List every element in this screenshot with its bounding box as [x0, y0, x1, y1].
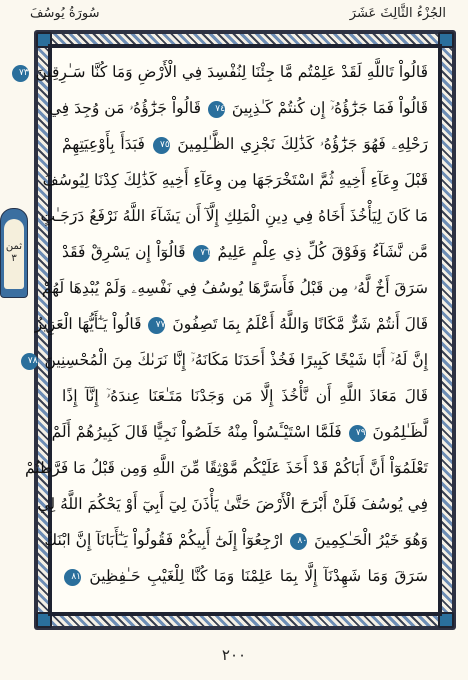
verse-line: [41, 270, 428, 306]
ayah-number-marker: ٨٠: [290, 533, 307, 550]
verse-text: قَالُواْ يَـٰٓأَيُّهَا الْعَزِيزُ: [34, 315, 142, 333]
verse-line: [24, 450, 428, 486]
verse-line: [42, 162, 428, 198]
page-header: [0, 4, 468, 26]
verse-text: فَلَمَّا اسْتَيْـَٔسُواْ مِنْهُ خَلَصُواْ نَجِيًّا قَالَ كَبِيرُهُمْ أَلَمْ: [51, 423, 342, 441]
frame-band: [18, 44, 442, 616]
verse-line: [62, 378, 428, 414]
verse-text: قَالُواْ تَاللَّهِ لَقَدْ عَلِمْتُم مَّا جِئْنَا لِنُفْسِدَ فِي الْأَرْضِ وَمَا كُنَّا سَـٰرِقِينَ: [35, 63, 428, 81]
ayah-number-marker: ٧٦: [193, 245, 210, 262]
verse-text: قَالُواْ فَمَا جَزَٰٓؤُهُۥٓ إِن كُنتُمْ كَـٰذِبِينَ: [231, 99, 428, 117]
hizb-marker-number: ٣: [11, 253, 17, 264]
verse-text: سَرَقَ أَخٌ لَّهُۥ مِن قَبْلُ فَأَسَرَّهَا يُوسُفُ فِي نَفْسِهِۦ وَلَمْ يُبْدِهَا لَهُمْ: [41, 279, 428, 297]
verse-line: [51, 414, 428, 450]
verse-line: [34, 306, 428, 342]
ayah-number-marker: ٧٣: [12, 65, 29, 82]
verse-text: مَا كَانَ لِيَأْخُذَ أَخَاهُ فِي دِينِ الْمَلِكِ إِلَّآ أَن يَشَآءَ اللَّهُ نَرْفَعُ دَرَجَـٰتٍ: [40, 207, 428, 225]
verse-text: تَعْلَمُوٓاْ أَنَّ أَبَاكُمْ قَدْ أَخَذَ عَلَيْكُم مَّوْثِقًا مِّنَ اللَّهِ وَمِن قَبْلُ مَا فَرَّطتُمْ: [24, 459, 428, 477]
verse-text: سَرَقَ وَمَا شَهِدْنَآ إِلَّا بِمَا عَلِمْنَا وَمَا كُنَّا لِلْغَيْبِ حَـٰفِظِينَ: [89, 567, 428, 585]
verse-line: [18, 54, 428, 90]
ayah-number-marker: ٧٤: [208, 101, 225, 118]
verse-text: فَبَدَأَ بِأَوْعِيَتِهِمْ: [62, 135, 145, 153]
verse-text: قَالَ أَنتُمْ شَرٌّ مَّكَانًا وَاللَّهُ أَعْلَمُ بِمَا تَصِفُونَ: [172, 315, 428, 333]
verse-text: وَهُوَ خَيْرُ الْحَـٰكِمِينَ: [314, 531, 428, 549]
verse-text: ارْجِعُوٓاْ إِلَىٰٓ أَبِيكُمْ فَقُولُواْ يَـٰٓأَبَانَآ إِنَّ ابْنَكَ: [44, 531, 284, 549]
hizb-marker-inner: [4, 219, 24, 289]
ayah-number-marker: ٧٧: [148, 317, 165, 334]
verse-line: [37, 486, 428, 522]
ayah-number-marker: ٨١: [64, 569, 81, 586]
hizb-marker-label: ثمن: [5, 241, 23, 252]
verse-text: قَالُوٓاْ إِن يَسْرِقْ فَقَدْ: [62, 243, 186, 261]
verse-line: [62, 234, 428, 270]
verse-text: قَالُواْ جَزَٰٓؤُهُۥ مَن وُجِدَ فِي: [48, 99, 202, 117]
verse-text: مَّن نَّشَآءُ وَفَوْقَ كُلِّ ذِي عِلْمٍ عَلِيمٌ: [217, 243, 428, 261]
verse-line: [62, 126, 428, 162]
quran-text-block: [18, 48, 438, 612]
juz-name: الجُزْءُ الثَّالِثَ عَشَرَ: [349, 6, 446, 21]
verse-text: قَالَ مَعَاذَ اللَّهِ أَن نَّأْخُذَ إِلَّا مَن وَجَدْنَا مَتَـٰعَنَا عِندَهُۥٓ إِنَّآ إِذًا: [62, 387, 428, 405]
verse-text: فِي يُوسُفَ فَلَنْ أَبْرَحَ الْأَرْضَ حَتَّىٰ يَأْذَنَ لِيٓ أَبِيٓ أَوْ يَحْكُمَ اللَّهُ لِي: [37, 495, 428, 513]
ayah-number-marker: ٧٩: [349, 425, 366, 442]
verse-line: [44, 522, 428, 558]
ornamental-frame: [18, 30, 456, 630]
hizb-marker: [0, 208, 28, 298]
verse-line: [27, 342, 428, 378]
ayah-number-marker: ٧٨: [21, 353, 38, 370]
verse-text: لَّظَـٰلِمُونَ: [372, 423, 428, 441]
verse-line: [62, 558, 428, 594]
verse-text: قَبْلَ وِعَآءِ أَخِيهِ ثُمَّ اسْتَخْرَجَهَا مِن وِعَآءِ أَخِيهِ كَذَٰلِكَ كِدْنَا لِيُوسُفَ: [42, 171, 428, 189]
verse-text: إِنَّ لَهُۥٓ أَبًا شَيْخًا كَبِيرًا فَخُذْ أَحَدَنَا مَكَانَهُۥٓ إِنَّا نَرَىٰكَ مِنَ الْمُحْسِنِينَ: [44, 351, 428, 369]
page-number: ٢٠٠: [221, 646, 247, 664]
verse-line: [40, 198, 428, 234]
verse-line: [48, 90, 428, 126]
verse-text: رَحْلِهِۦ فَهُوَ جَزَٰٓؤُهُۥ كَذَٰلِكَ نَجْزِي الظَّـٰلِمِينَ: [177, 135, 428, 153]
ayah-number-marker: ٧٥: [153, 137, 170, 154]
surah-name: سُورَةُ يُوسُفَ: [30, 6, 100, 21]
